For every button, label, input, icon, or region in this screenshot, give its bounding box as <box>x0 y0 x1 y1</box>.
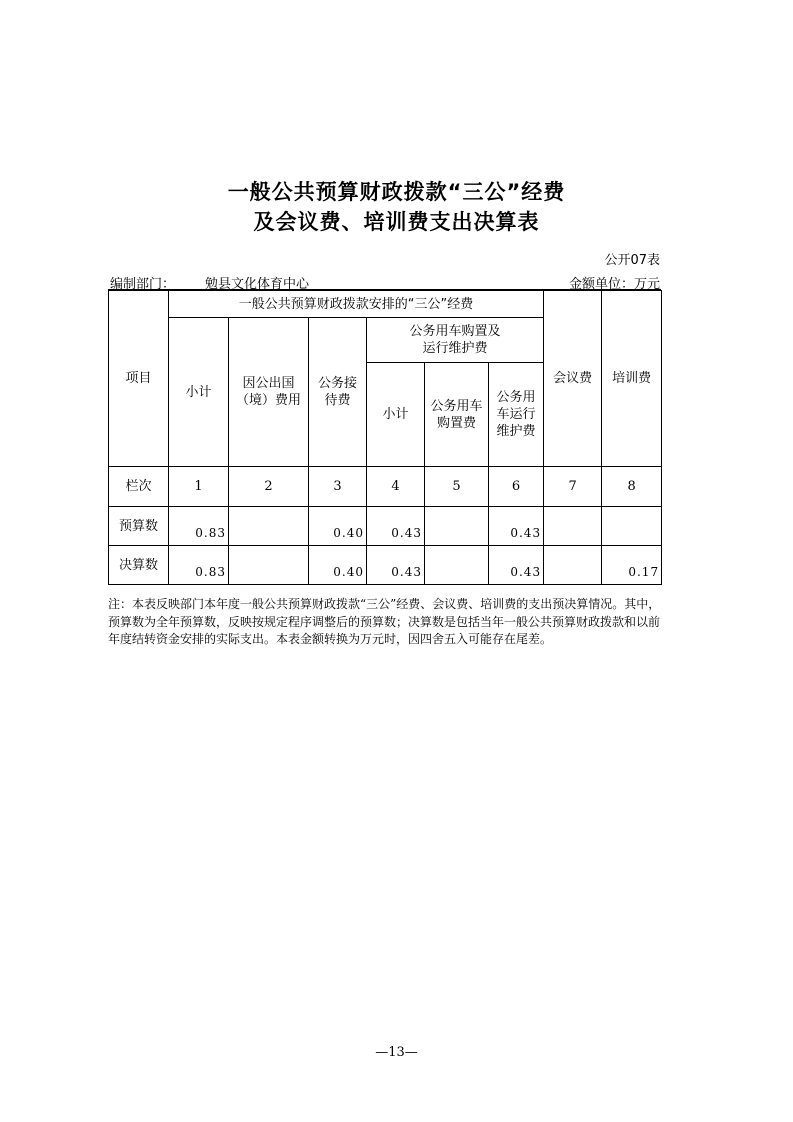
column-index: 5 <box>425 467 489 507</box>
table-row <box>109 507 662 546</box>
header-training: 培训费 <box>602 291 662 467</box>
column-index: 6 <box>489 467 544 507</box>
column-index: 2 <box>229 467 309 507</box>
cell-value: 0.17 <box>602 546 662 585</box>
cell-value: 0.43 <box>367 507 425 546</box>
title-line-2: 及会议费、培训费支出决算表 <box>253 210 540 234</box>
page-number: —13— <box>375 1045 418 1060</box>
header-meeting: 会议费 <box>544 291 602 467</box>
header-vehicle-group: 公务用车购置及运行维护费 <box>367 318 544 363</box>
cell-value <box>425 546 489 585</box>
cell-value: 0.40 <box>309 546 367 585</box>
cell-value <box>229 507 309 546</box>
cell-value: 0.83 <box>169 546 229 585</box>
header-reception: 公务接待费 <box>309 318 367 467</box>
cell-value: 0.43 <box>367 546 425 585</box>
header-vehicle-purchase: 公务用车购置费 <box>425 363 489 467</box>
department-label: 编制部门： <box>110 277 176 292</box>
amount-unit: 金额单位：万元 <box>568 277 660 292</box>
column-index: 3 <box>309 467 367 507</box>
cell-value: 0.83 <box>169 507 229 546</box>
header-vehicle-operation: 公务用车运行维护费 <box>489 363 544 467</box>
expense-table <box>108 290 662 585</box>
department-name: 勉县文化体育中心 <box>205 277 310 292</box>
cell-value <box>602 507 662 546</box>
column-index: 1 <box>169 467 229 507</box>
header-abroad: 因公出国（境）费用 <box>229 318 309 467</box>
table-row <box>109 546 662 585</box>
cell-value: 0.43 <box>489 507 544 546</box>
cell-value <box>544 507 602 546</box>
title-line-1: 一般公共预算财政拨款“三公”经费 <box>227 180 566 204</box>
header-item: 项目 <box>109 291 169 467</box>
row-label: 预算数 <box>109 507 169 546</box>
row-label: 决算数 <box>109 546 169 585</box>
header-three-public-group: 一般公共预算财政拨款安排的“三公”经费 <box>169 291 544 318</box>
column-index: 8 <box>602 467 662 507</box>
column-index: 7 <box>544 467 602 507</box>
table-note: 注：本表反映部门本年度一般公共预算财政拨款“三公”经费、会议费、培训费的支出预决算情况。其中，预算数为全年预算数，反映按规定程序调整后的预算数；决算数是包括当年一般公共预算财政拨款和以前年度结转资金安排的实际支出。本表金额转换为万元时，因四舍五入可能存在尾差。 <box>108 597 661 646</box>
cell-value: 0.40 <box>309 507 367 546</box>
form-number: 公开07表 <box>604 253 660 268</box>
cell-value <box>229 546 309 585</box>
header-subtotal: 小计 <box>169 318 229 467</box>
cell-value <box>544 546 602 585</box>
cell-value <box>425 507 489 546</box>
column-index: 4 <box>367 467 425 507</box>
cell-value: 0.43 <box>489 546 544 585</box>
column-index-label: 栏次 <box>109 467 169 507</box>
header-vehicle-subtotal: 小计 <box>367 363 425 467</box>
